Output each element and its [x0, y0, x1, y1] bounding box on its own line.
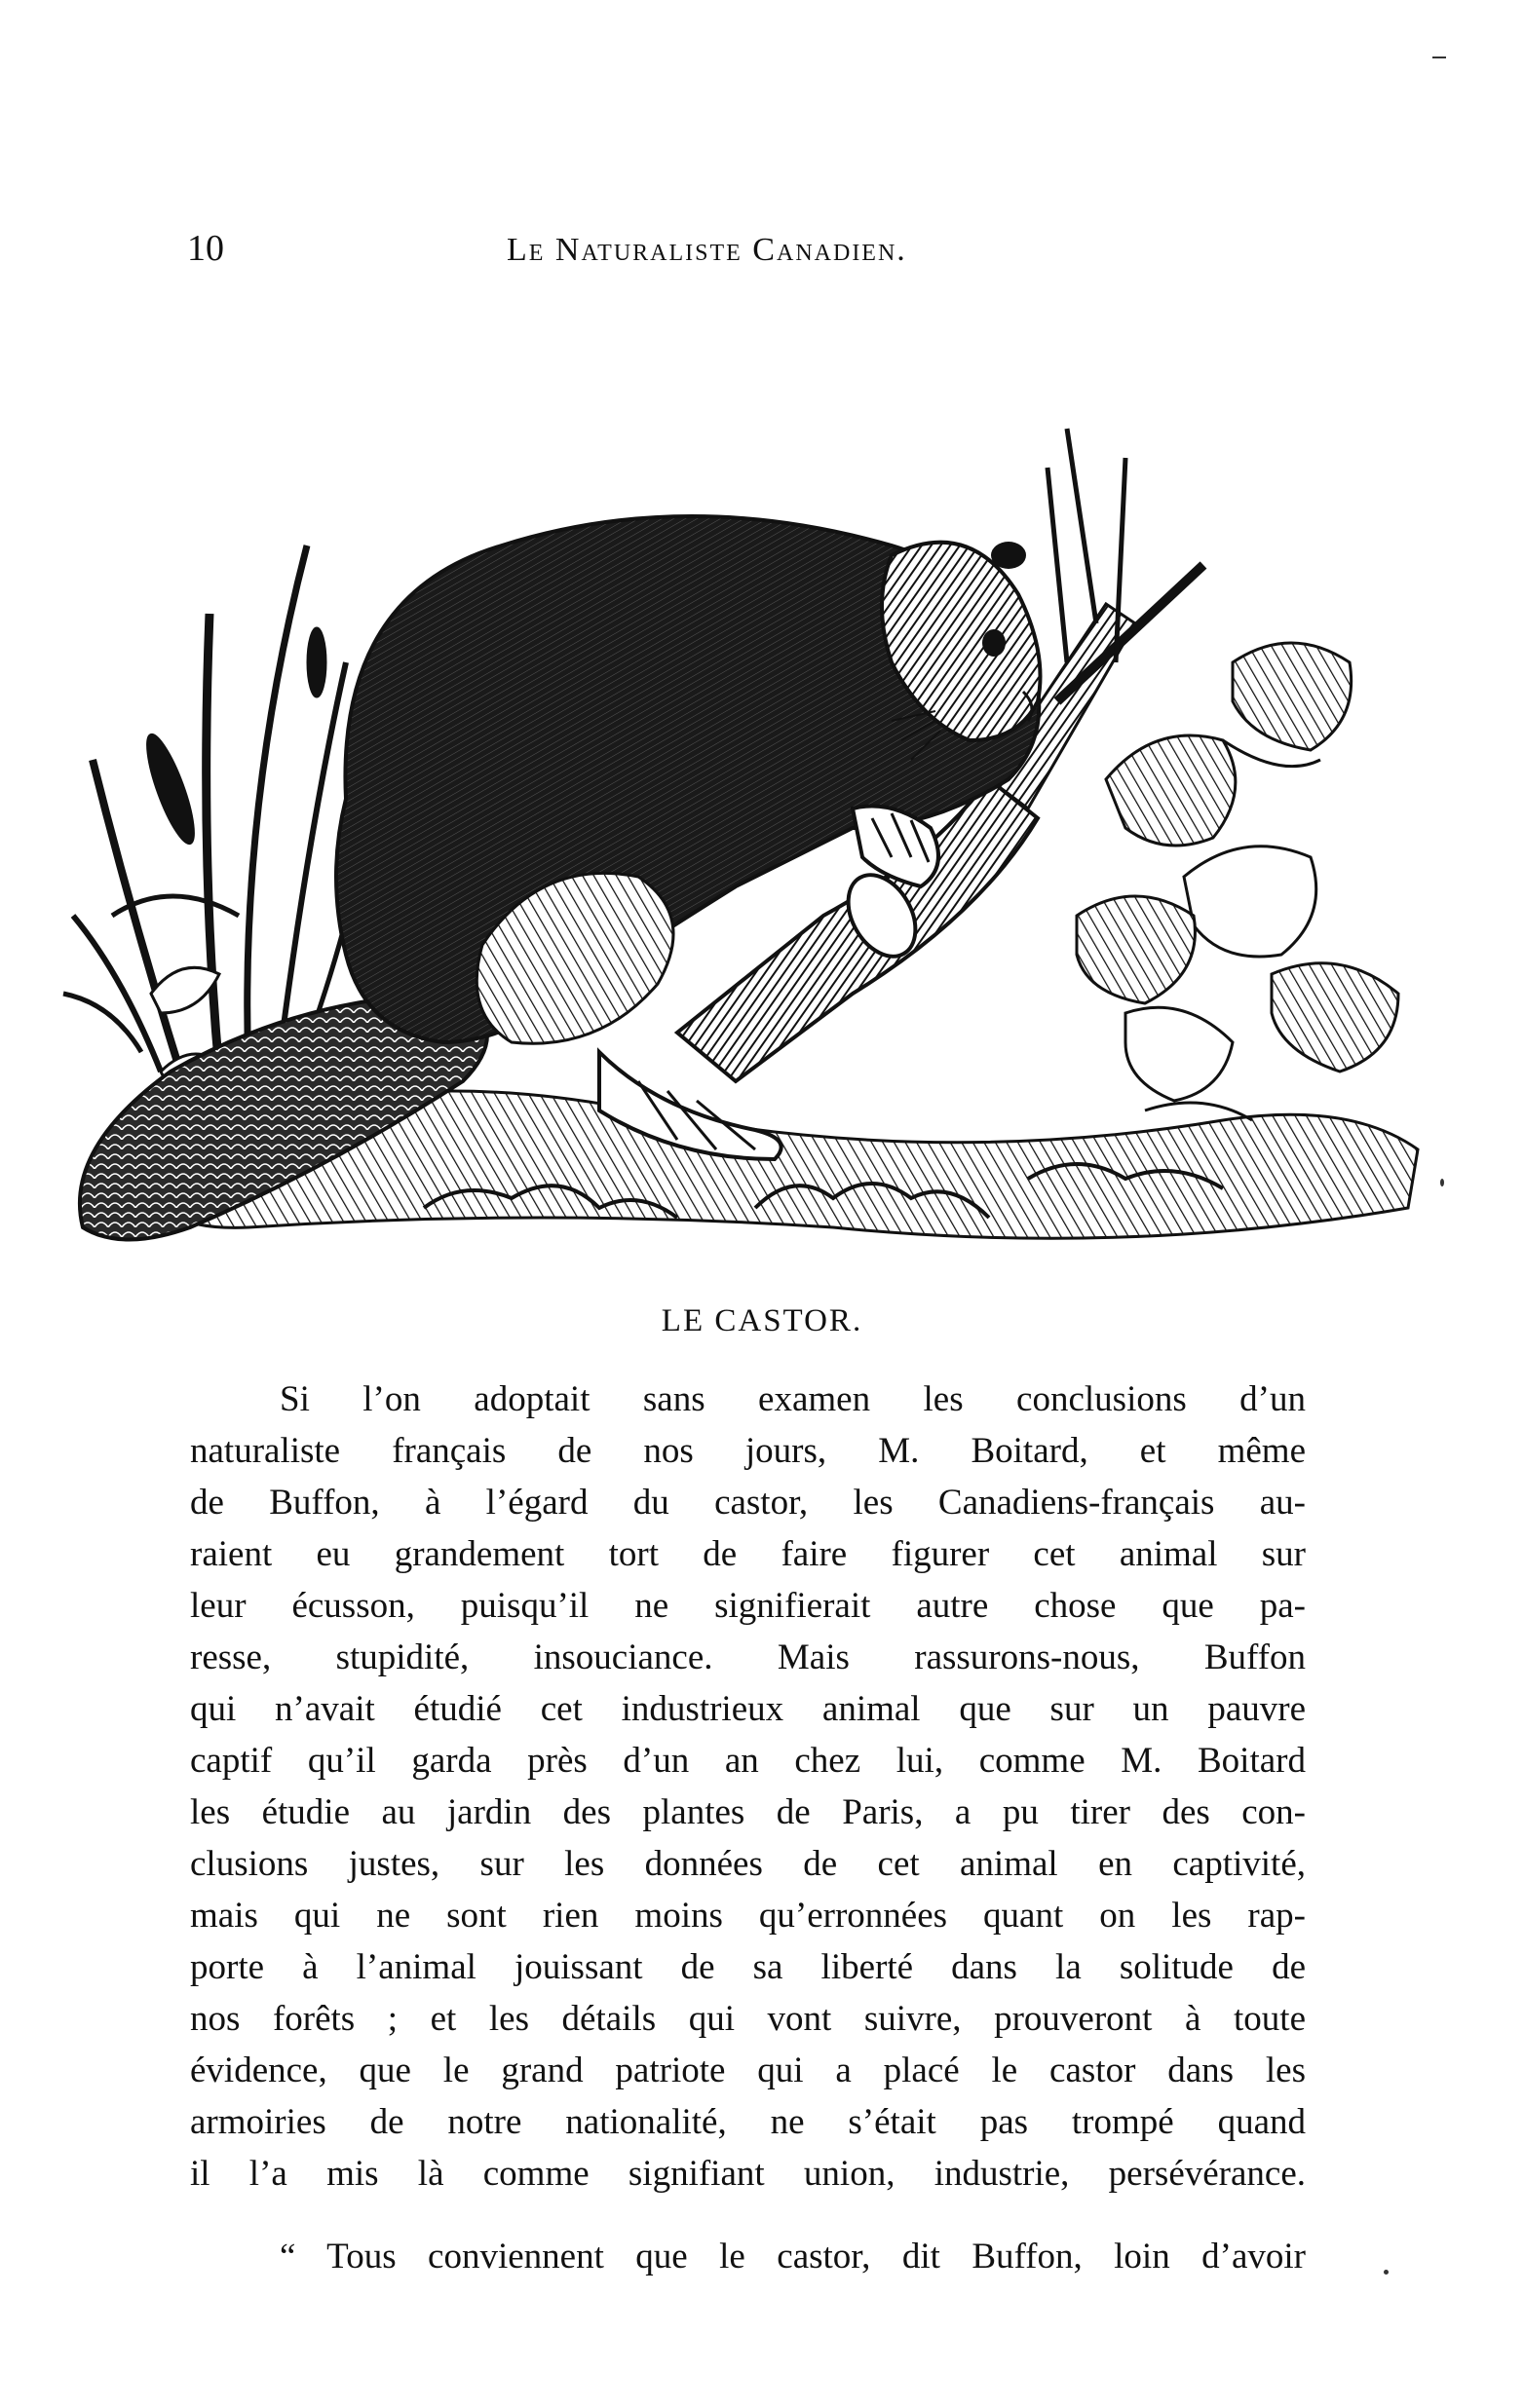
text-line: clusions justes, sur les données de cet animal en captivité,: [190, 1844, 1306, 1884]
paragraph-2: [190, 2231, 1306, 2282]
beaver-illustration: [54, 370, 1457, 1266]
text-line: qui n’avait étudié cet industrieux animal que sur un pauvre: [190, 1689, 1306, 1729]
text-line: porte à l’animal jouissant de sa liberté dans la solitude de: [190, 1947, 1306, 1987]
ink-speck: [1440, 1179, 1444, 1186]
text-line: de Buffon, à l’égard du castor, les Canadiens-français au-: [190, 1483, 1306, 1523]
ink-speck: [1384, 2270, 1389, 2275]
text-line: naturaliste français de nos jours, M. Boitard, et même: [190, 1431, 1306, 1471]
text-line: “ Tous conviennent que le castor, dit Buffon, loin d’avoir: [280, 2237, 1306, 2276]
text-line: raient eu grandement tort de faire figurer cet animal sur: [190, 1534, 1306, 1574]
text-line: nos forêts ; et les détails qui vont suivre, prouveront à toute: [190, 1999, 1306, 2039]
page-number: 10: [187, 228, 224, 269]
text-line: mais qui ne sont rien moins qu’erronnées quant on les rap-: [190, 1896, 1306, 1936]
text-line: Si l’on adoptait sans examen les conclusions d’un: [280, 1379, 1306, 1419]
ink-speck: [1432, 56, 1446, 58]
text-line: leur écusson, puisqu’il ne signifierait autre chose que pa-: [190, 1586, 1306, 1626]
text-line: captif qu’il garda près d’un an chez lui, comme M. Boitard: [190, 1741, 1306, 1781]
running-head: Le Naturaliste Canadien.: [507, 232, 907, 268]
text-line: évidence, que le grand patriote qui a placé le castor dans les: [190, 2051, 1306, 2090]
text-line: il l’a mis là comme signifiant union, industrie, persévérance.: [190, 2154, 1306, 2194]
text-line: armoiries de notre nationalité, ne s’était pas trompé quand: [190, 2102, 1306, 2142]
leaves: [1048, 429, 1398, 1120]
paragraph-1: [190, 1373, 1306, 2200]
section-title: LE CASTOR.: [661, 1303, 863, 1338]
text-line: resse, stupidité, insouciance. Mais rassurons-nous, Buffon: [190, 1637, 1306, 1677]
text-line: les étudie au jardin des plantes de Paris, a pu tirer des con-: [190, 1792, 1306, 1832]
